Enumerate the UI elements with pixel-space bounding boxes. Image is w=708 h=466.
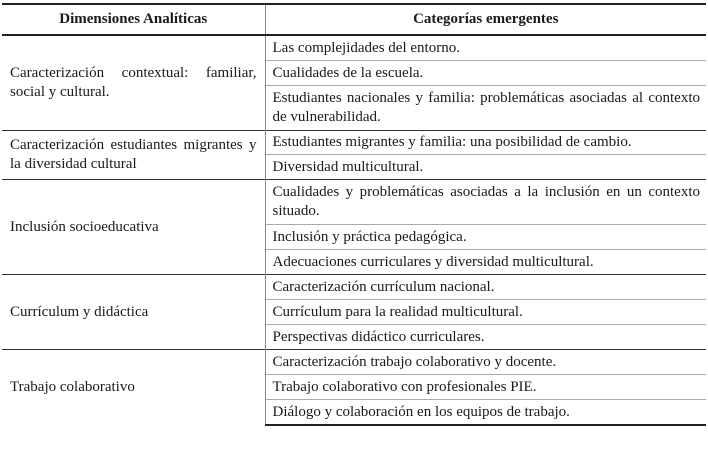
category-cell: Caracterización trabajo colaborativo y docente.	[265, 350, 706, 375]
category-cell: Las complejidades del entorno.	[272, 39, 460, 56]
table-row	[2, 180, 706, 225]
header-dimensions: Dimensiones Analíticas	[2, 4, 265, 35]
category-cell: Caracterización currículum nacional.	[265, 275, 706, 300]
table-row	[2, 35, 706, 61]
category-cell: Currículum para la realidad multicultural.	[265, 300, 706, 325]
category-cell: Estudiantes nacionales y familia: problemáticas asociadas al contexto de vulnerabilidad.	[265, 86, 706, 131]
category-cell: Cualidades de la escuela.	[265, 61, 706, 86]
category-cell: Inclusión y práctica pedagógica.	[265, 225, 706, 250]
header-categories: Categorías emergentes	[265, 4, 706, 35]
category-cell: Cualidades y problemáticas asociadas a la inclusión en un contexto situado.	[265, 180, 706, 225]
dimension-cell: Currículum y didáctica	[2, 275, 265, 350]
category-cell: Estudiantes migrantes y familia: una posibilidad de cambio.	[265, 131, 706, 155]
dimension-cell: Caracterización contextual: familiar, social y cultural.	[2, 35, 265, 131]
table-row	[2, 275, 706, 300]
dimension-cell: Caracterización estudiantes migrantes y la diversidad cultural	[2, 131, 265, 180]
header-row	[2, 4, 706, 35]
category-cell: Perspectivas didáctico curriculares.	[265, 325, 706, 350]
table-row	[2, 131, 706, 155]
category-cell: Diálogo y colaboración en los equipos de trabajo.	[265, 400, 706, 426]
category-cell: Adecuaciones curriculares y diversidad multicultural.	[265, 250, 706, 275]
category-cell: Trabajo colaborativo con profesionales PIE.	[265, 375, 706, 400]
dimension-cell: Trabajo colaborativo	[2, 350, 265, 426]
table-row	[2, 350, 706, 375]
category-cell: Diversidad multicultural.	[265, 155, 706, 180]
categories-table	[2, 3, 706, 426]
dimension-cell: Inclusión socioeducativa	[2, 180, 265, 275]
